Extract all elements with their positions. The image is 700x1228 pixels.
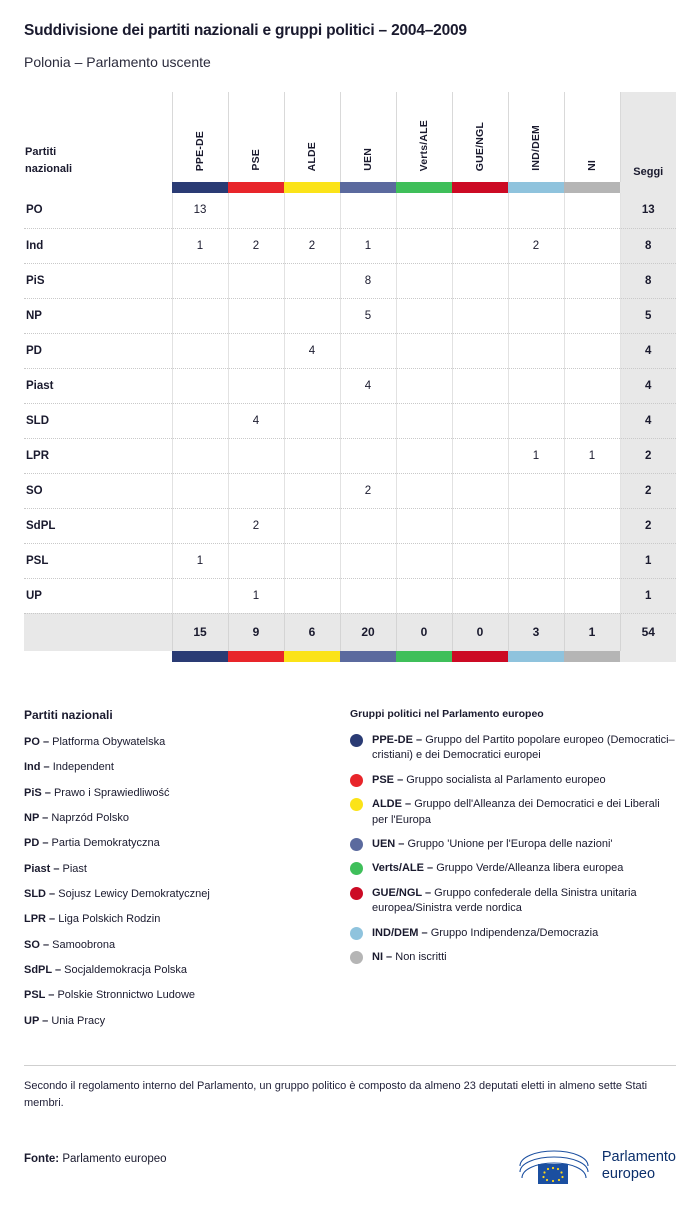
row-party-name: SdPL (24, 508, 172, 543)
colorbar-ind-dem (508, 651, 564, 662)
table-row (24, 438, 676, 473)
cell-verts-ale (396, 438, 452, 473)
cell-gue-ngl (452, 228, 508, 263)
table-row (24, 333, 676, 368)
cell-alde (284, 368, 340, 403)
list-item (24, 836, 350, 851)
cell-ni (564, 333, 620, 368)
colorbar-ind-dem (508, 182, 564, 193)
legend-political-groups (350, 708, 676, 1039)
cell-pse: 1 (228, 578, 284, 613)
cell-uen (340, 578, 396, 613)
row-party-name: LPR (24, 438, 172, 473)
col-header-label: GUE/NGL (474, 121, 486, 171)
cell-ppe-de (172, 368, 228, 403)
list-item (24, 963, 350, 978)
table-header-row (24, 92, 676, 182)
row-total: 1 (620, 578, 676, 613)
colorbar-uen (340, 182, 396, 193)
list-item (350, 886, 676, 917)
party-abbr: SdPL – (24, 964, 62, 977)
group-name: Gruppo socialista al Parlamento europeo (406, 773, 606, 786)
logo-line-1: Parlamento (601, 1149, 676, 1166)
totals-spacer (24, 613, 172, 651)
cell-alde (284, 438, 340, 473)
cell-ppe-de (172, 508, 228, 543)
cell-ind-dem (508, 368, 564, 403)
cell-ni (564, 508, 620, 543)
cell-uen (340, 438, 396, 473)
cell-uen: 2 (340, 473, 396, 508)
row-party-name: Piast (24, 368, 172, 403)
list-item (350, 773, 676, 788)
cell-verts-ale (396, 298, 452, 333)
cell-ind-dem: 1 (508, 438, 564, 473)
col-header-label: Verts/ALE (418, 119, 430, 171)
row-total: 2 (620, 473, 676, 508)
table-row (24, 298, 676, 333)
cell-uen (340, 508, 396, 543)
group-abbr: GUE/NGL – (372, 886, 432, 899)
col-header-ppe-de (172, 92, 228, 182)
group-color-dot-pse (350, 774, 363, 787)
cell-ppe-de: 13 (172, 193, 228, 228)
cell-gue-ngl (452, 263, 508, 298)
page-title: Suddivisione dei partiti nazionali e gruppi politici – 2004–2009 (24, 22, 467, 39)
party-abbr: PD – (24, 837, 49, 850)
colorbar-verts-ale (396, 651, 452, 662)
cell-verts-ale (396, 403, 452, 438)
group-name: Gruppo confederale della Sinistra unitaria europea/Sinistra verde nordica (372, 886, 637, 915)
total-alde: 6 (284, 613, 340, 651)
cell-alde (284, 543, 340, 578)
party-abbr: Piast – (24, 862, 60, 875)
cell-ni (564, 368, 620, 403)
cell-gue-ngl (452, 193, 508, 228)
party-name: Polskie Stronnictwo Ludowe (57, 989, 196, 1002)
table-row (24, 228, 676, 263)
list-item (24, 938, 350, 953)
cell-alde (284, 473, 340, 508)
cell-pse (228, 368, 284, 403)
cell-verts-ale (396, 193, 452, 228)
list-item (350, 950, 676, 965)
cell-pse (228, 193, 284, 228)
party-abbr: PO – (24, 736, 50, 748)
cell-ind-dem: 2 (508, 228, 564, 263)
cell-uen: 8 (340, 263, 396, 298)
row-party-name: PSL (24, 543, 172, 578)
colorbar-ppe-de (172, 651, 228, 662)
cell-uen (340, 403, 396, 438)
group-abbr: Verts/ALE – (372, 862, 434, 875)
list-item (350, 797, 676, 828)
cell-gue-ngl (452, 543, 508, 578)
list-item (350, 861, 676, 876)
colorbar-ni (564, 651, 620, 662)
list-item (350, 837, 676, 852)
cell-uen: 5 (340, 298, 396, 333)
group-color-dot-verts-ale (350, 862, 363, 875)
row-total: 8 (620, 228, 676, 263)
colorbar-ppe-de (172, 182, 228, 193)
list-item (24, 988, 350, 1003)
cell-uen (340, 333, 396, 368)
totals-row (24, 613, 676, 651)
total-verts-ale: 0 (396, 613, 452, 651)
cell-ni: 1 (564, 438, 620, 473)
cell-verts-ale (396, 578, 452, 613)
party-abbr: UP – (24, 1014, 49, 1027)
colorbar-uen (340, 651, 396, 662)
table-row (24, 403, 676, 438)
cell-alde (284, 508, 340, 543)
cell-alde (284, 403, 340, 438)
cell-ind-dem (508, 543, 564, 578)
cell-ppe-de: 1 (172, 543, 228, 578)
row-party-name: PD (24, 333, 172, 368)
table-row (24, 508, 676, 543)
cell-ppe-de (172, 438, 228, 473)
cell-ni (564, 298, 620, 333)
cell-uen (340, 543, 396, 578)
legend-national-parties (24, 708, 350, 1039)
group-abbr: NI – (372, 950, 393, 963)
row-total: 1 (620, 543, 676, 578)
cell-verts-ale (396, 333, 452, 368)
cell-ppe-de (172, 298, 228, 333)
cell-verts-ale (396, 228, 452, 263)
colorbar-spacer (24, 651, 172, 662)
list-item (24, 1014, 350, 1029)
group-name: Gruppo 'Unione per l'Europa delle nazioni' (407, 837, 613, 850)
party-abbr: Ind – (24, 761, 50, 774)
cell-verts-ale (396, 368, 452, 403)
cell-verts-ale (396, 543, 452, 578)
cell-ind-dem (508, 333, 564, 368)
cell-pse (228, 473, 284, 508)
list-item (24, 811, 350, 826)
row-total: 13 (620, 193, 676, 228)
group-color-dot-uen (350, 838, 363, 851)
cell-uen: 4 (340, 368, 396, 403)
colorbar-gue-ngl (452, 182, 508, 193)
group-name: Non iscritti (395, 950, 447, 963)
cell-uen: 1 (340, 228, 396, 263)
cell-ppe-de (172, 403, 228, 438)
party-abbr: LPR – (24, 913, 56, 926)
list-item (24, 887, 350, 902)
european-parliament-logo (516, 1146, 676, 1186)
cell-gue-ngl (452, 508, 508, 543)
seats-matrix-table (24, 92, 676, 662)
col-header-verts-ale (396, 92, 452, 182)
cell-pse (228, 438, 284, 473)
cell-alde: 2 (284, 228, 340, 263)
cell-pse: 2 (228, 508, 284, 543)
colorbar-verts-ale (396, 182, 452, 193)
group-abbr: IND/DEM – (372, 926, 428, 939)
party-abbr: PSL – (24, 989, 55, 1002)
row-total: 2 (620, 508, 676, 543)
cell-pse (228, 263, 284, 298)
cell-ind-dem (508, 298, 564, 333)
cell-ni (564, 578, 620, 613)
cell-verts-ale (396, 508, 452, 543)
logo-line-2: europeo (601, 1166, 656, 1182)
colorbar-ni (564, 182, 620, 193)
cell-gue-ngl (452, 473, 508, 508)
row-party-name: SO (24, 473, 172, 508)
party-abbr: SO – (24, 938, 50, 951)
party-name: Unia Pracy (51, 1014, 106, 1027)
table-row (24, 473, 676, 508)
cell-ppe-de (172, 578, 228, 613)
cell-ni (564, 228, 620, 263)
group-abbr: UEN – (372, 837, 405, 850)
total-ni: 1 (564, 613, 620, 651)
col-header-label: ALDE (306, 141, 318, 171)
total-pse: 9 (228, 613, 284, 651)
list-item (24, 735, 350, 750)
party-name: Platforma Obywatelska (52, 736, 166, 748)
party-abbr: PiS – (24, 786, 51, 799)
total-ppe-de: 15 (172, 613, 228, 651)
colorbar-seats-spacer (620, 651, 676, 662)
cell-ni (564, 543, 620, 578)
colorbar-alde (284, 182, 340, 193)
table-row (24, 263, 676, 298)
party-name: Socjaldemokracja Polska (64, 964, 188, 977)
group-color-dot-ind-dem (350, 927, 363, 940)
row-total: 4 (620, 333, 676, 368)
colorbar-spacer (24, 182, 172, 193)
row-party-name: PO (24, 193, 172, 228)
col-header-seats: Seggi (620, 92, 676, 182)
col-header-alde (284, 92, 340, 182)
party-name: Partia Demokratyczna (51, 837, 160, 850)
source-value: Parlamento europeo (62, 1153, 167, 1166)
cell-ppe-de (172, 263, 228, 298)
cell-alde (284, 578, 340, 613)
list-item (24, 912, 350, 927)
table-body (24, 193, 676, 662)
col-header-label: PPE-DE (194, 130, 206, 171)
cell-gue-ngl (452, 333, 508, 368)
total-gue-ngl: 0 (452, 613, 508, 651)
group-color-dot-ppe-de (350, 734, 363, 747)
group-color-dot-alde (350, 798, 363, 811)
cell-gue-ngl (452, 298, 508, 333)
col-header-label: IND/DEM (530, 125, 542, 171)
party-abbr: NP – (24, 812, 49, 825)
row-total: 2 (620, 438, 676, 473)
corner-label (24, 92, 172, 182)
party-name: Piast (62, 862, 87, 875)
row-total: 4 (620, 403, 676, 438)
cell-pse (228, 298, 284, 333)
cell-pse (228, 543, 284, 578)
row-total: 5 (620, 298, 676, 333)
cell-pse: 2 (228, 228, 284, 263)
party-name: Naprzód Polsko (51, 812, 129, 825)
cell-pse (228, 333, 284, 368)
col-header-label: PSE (250, 149, 262, 171)
cell-gue-ngl (452, 578, 508, 613)
colorbar-pse (228, 182, 284, 193)
group-color-dot-gue-ngl (350, 887, 363, 900)
cell-verts-ale (396, 473, 452, 508)
cell-ind-dem (508, 403, 564, 438)
cell-ind-dem (508, 263, 564, 298)
corner-line-1: Partiti (25, 145, 57, 158)
cell-ppe-de: 1 (172, 228, 228, 263)
total-ind-dem: 3 (508, 613, 564, 651)
col-header-pse (228, 92, 284, 182)
cell-pse: 4 (228, 403, 284, 438)
list-item (24, 760, 350, 775)
table-row (24, 193, 676, 228)
row-total: 4 (620, 368, 676, 403)
cell-ind-dem (508, 193, 564, 228)
col-header-ind-dem (508, 92, 564, 182)
cell-alde (284, 193, 340, 228)
group-color-bar-top (24, 182, 676, 193)
colorbar-gue-ngl (452, 651, 508, 662)
legend-parties-title: Partiti nazionali (24, 708, 113, 722)
page-subtitle: Polonia – Parlamento uscente (24, 54, 211, 70)
legends (24, 708, 676, 1039)
cell-ni (564, 193, 620, 228)
col-header-uen (340, 92, 396, 182)
party-name: Independent (52, 761, 114, 774)
colorbar-pse (228, 651, 284, 662)
cell-ppe-de (172, 333, 228, 368)
col-header-label: NI (586, 160, 598, 171)
row-party-name: Ind (24, 228, 172, 263)
group-color-dot-ni (350, 951, 363, 964)
cell-ind-dem (508, 508, 564, 543)
cell-ni (564, 403, 620, 438)
grand-total: 54 (620, 613, 676, 651)
cell-ppe-de (172, 473, 228, 508)
cell-gue-ngl (452, 403, 508, 438)
party-name: Sojusz Lewicy Demokratycznej (58, 888, 210, 901)
row-party-name: NP (24, 298, 172, 333)
source-label: Fonte: (24, 1153, 60, 1166)
corner-line-2: nazionali (25, 162, 73, 175)
cell-ind-dem (508, 473, 564, 508)
table-row (24, 543, 676, 578)
row-party-name: SLD (24, 403, 172, 438)
cell-alde (284, 298, 340, 333)
colorbar-seats-spacer (620, 182, 676, 193)
col-header-label: UEN (362, 148, 374, 171)
cell-uen (340, 193, 396, 228)
cell-alde: 4 (284, 333, 340, 368)
logo-text (602, 1149, 676, 1182)
list-item (24, 786, 350, 801)
group-name: Gruppo Verde/Alleanza libera europea (436, 862, 624, 875)
group-abbr: PSE – (372, 773, 404, 786)
legend-groups-title: Gruppi politici nel Parlamento europeo (350, 708, 544, 720)
row-party-name: PiS (24, 263, 172, 298)
table-row (24, 578, 676, 613)
total-uen: 20 (340, 613, 396, 651)
cell-ind-dem (508, 578, 564, 613)
list-item (24, 862, 350, 877)
row-party-name: UP (24, 578, 172, 613)
party-name: Samoobrona (52, 938, 116, 951)
list-item (350, 926, 676, 941)
group-color-bar-bottom (24, 651, 676, 662)
cell-alde (284, 263, 340, 298)
table-row (24, 368, 676, 403)
row-total: 8 (620, 263, 676, 298)
eu-flag-icon (516, 1146, 592, 1186)
group-abbr: PPE-DE – (372, 734, 423, 746)
group-name: Gruppo del Partito popolare europeo (Democratici–cristiani) e dei Democratici europei (372, 734, 675, 762)
cell-gue-ngl (452, 368, 508, 403)
colorbar-alde (284, 651, 340, 662)
party-abbr: SLD – (24, 888, 56, 901)
col-header-ni (564, 92, 620, 182)
cell-gue-ngl (452, 438, 508, 473)
group-abbr: ALDE – (372, 798, 412, 811)
party-name: Liga Polskich Rodzin (58, 913, 161, 926)
col-header-gue-ngl (452, 92, 508, 182)
group-name: Gruppo Indipendenza/Democrazia (430, 926, 599, 939)
list-item (350, 733, 676, 764)
group-name: Gruppo dell'Alleanza dei Democratici e dei Liberali per l'Europa (372, 798, 660, 826)
footer-note: Secondo il regolamento interno del Parlamento, un gruppo politico è composto da almeno 23 deputati eletti in almeno sette Stati membri. (24, 1080, 648, 1109)
cell-verts-ale (396, 263, 452, 298)
cell-ni (564, 263, 620, 298)
party-name: Prawo i Sprawiedliwość (53, 786, 170, 799)
cell-ni (564, 473, 620, 508)
